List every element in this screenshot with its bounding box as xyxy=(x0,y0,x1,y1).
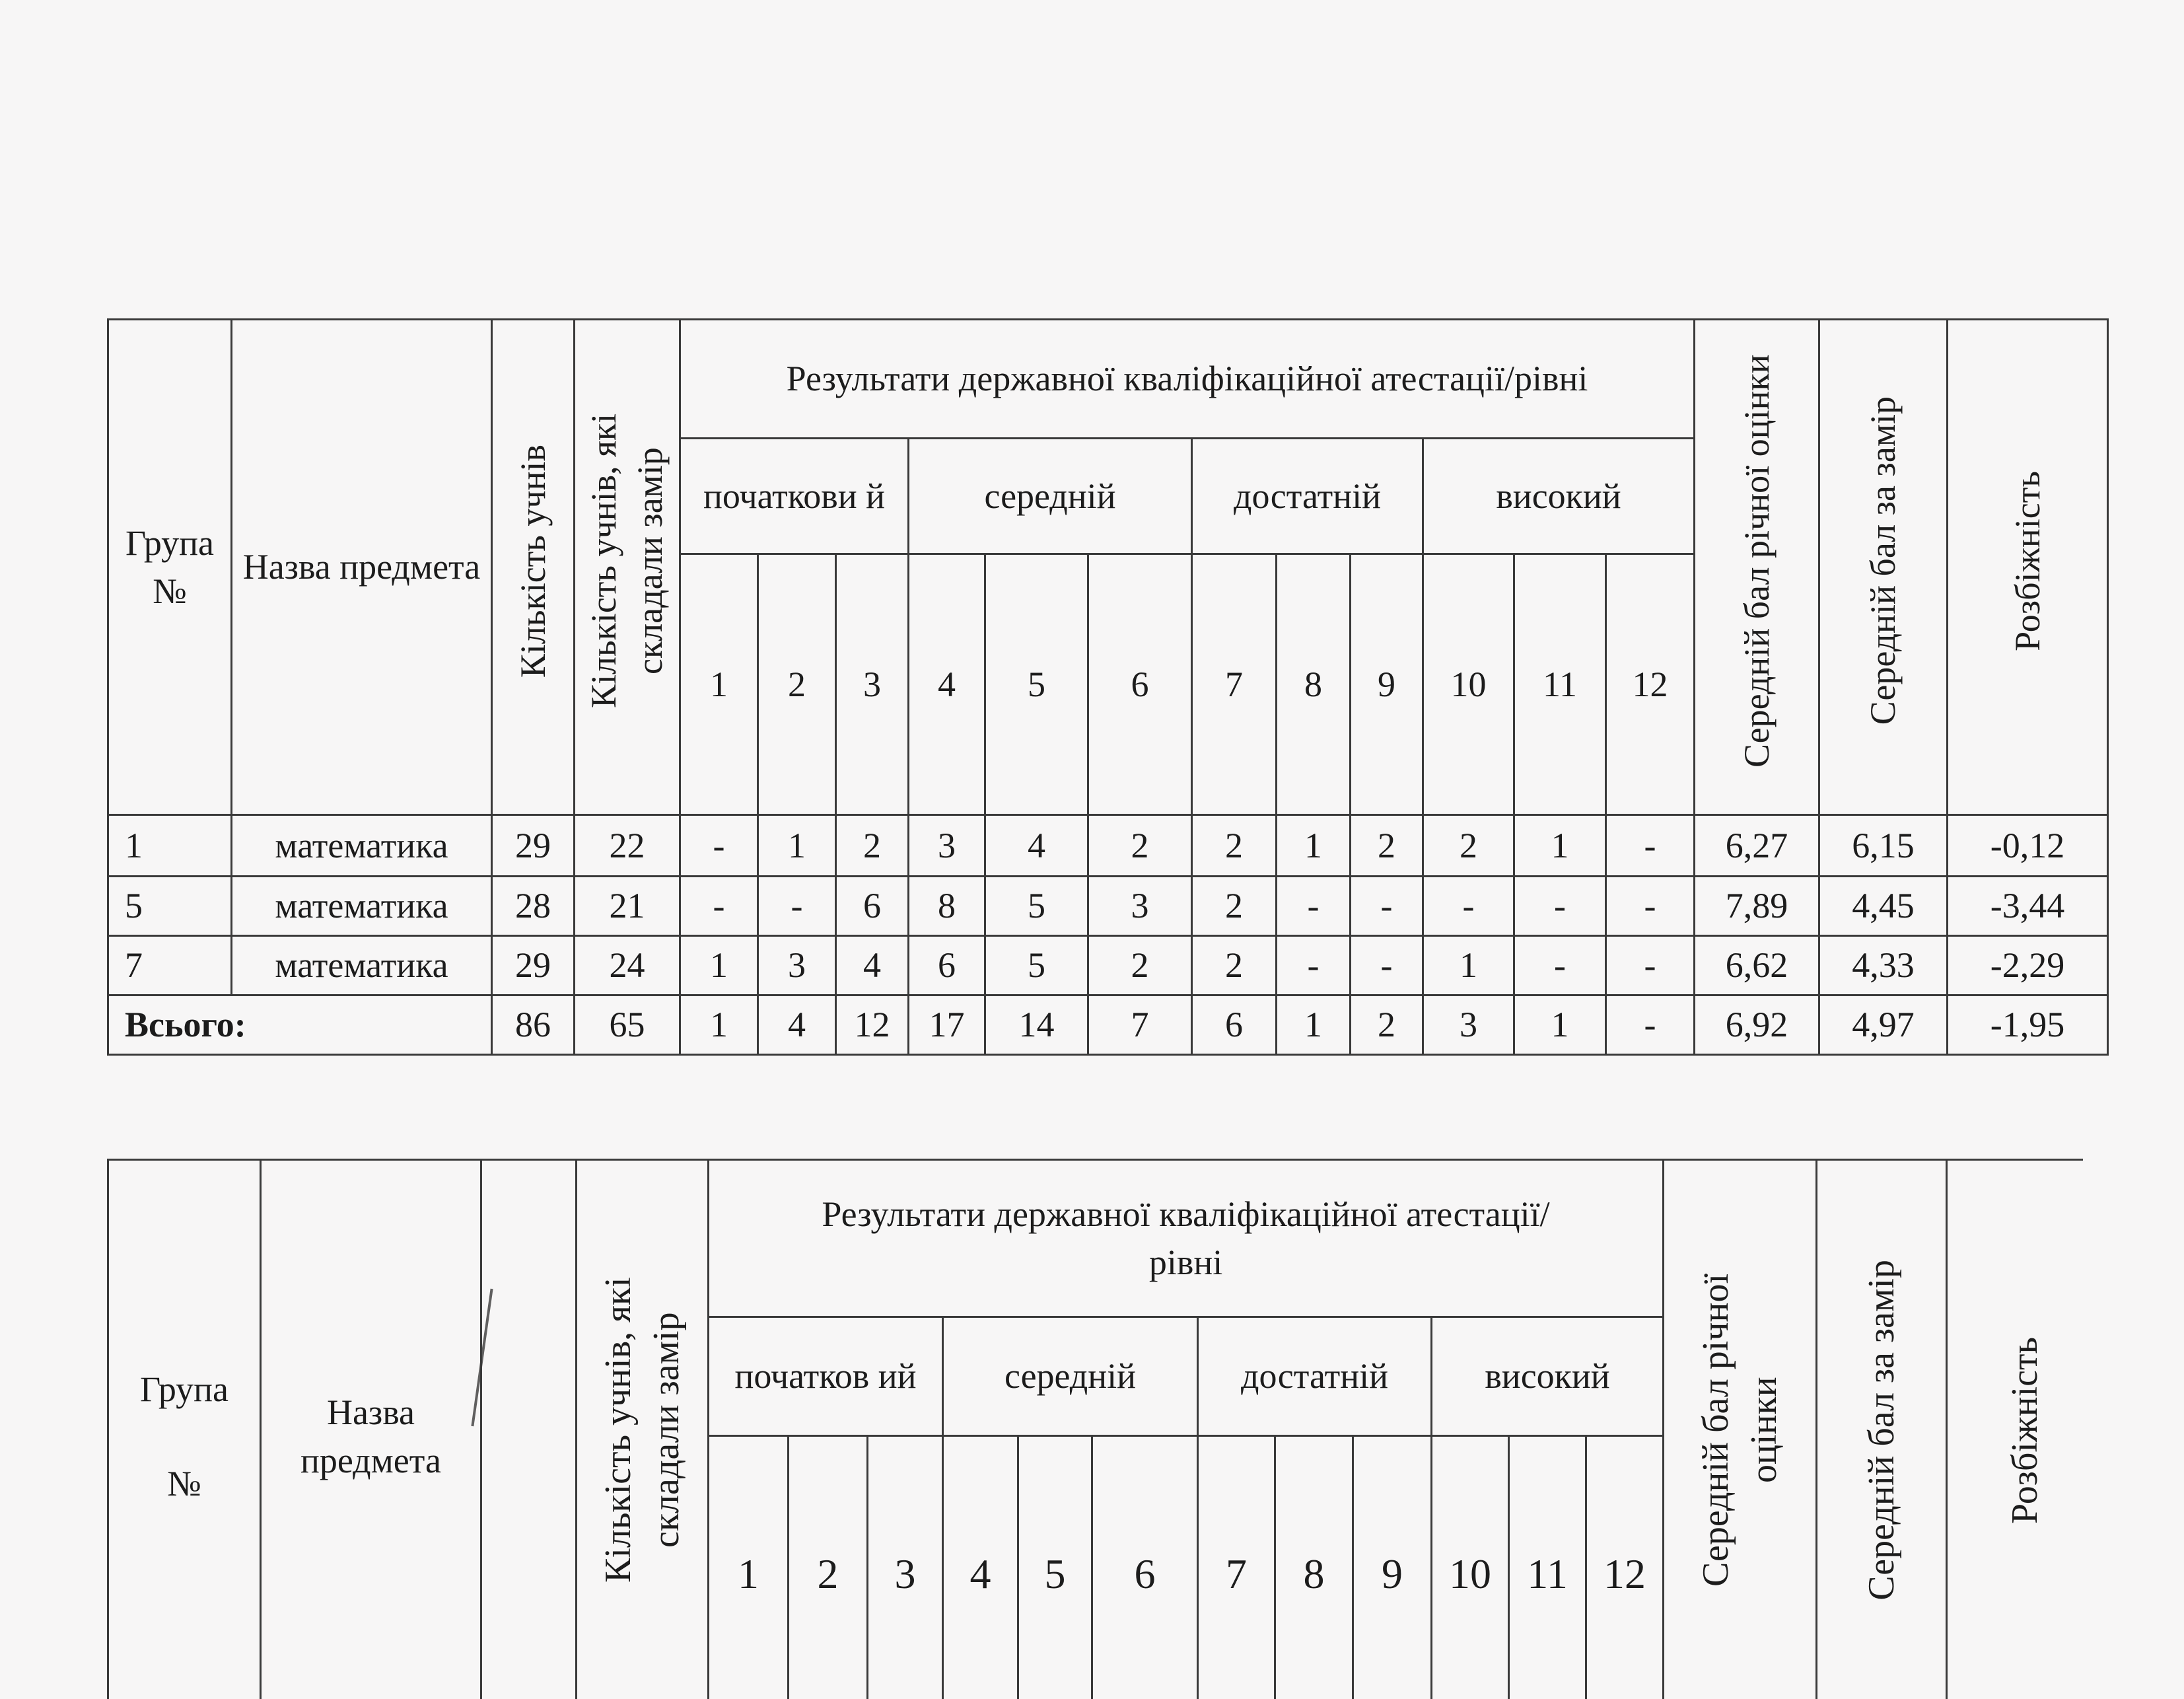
cell-took: 24 xyxy=(575,936,680,995)
header-diff-text: Розбіжність xyxy=(2004,1336,2046,1524)
cell-score: 3 xyxy=(909,815,985,877)
score-8: 8 xyxy=(1277,554,1351,815)
header-took xyxy=(577,1160,709,1699)
header-diff xyxy=(1947,1160,2083,1699)
level-sufficient: достатній xyxy=(1192,439,1423,554)
score-2: 2 xyxy=(758,554,836,815)
total-took: 65 xyxy=(575,995,680,1055)
score-7: 7 xyxy=(1192,554,1277,815)
table-row xyxy=(108,815,2108,877)
table-2-viewport xyxy=(107,1159,2083,1699)
cell-diff: -0,12 xyxy=(1948,815,2108,877)
total-score: 1 xyxy=(1514,995,1606,1055)
cell-score: - xyxy=(1277,936,1351,995)
cell-score: - xyxy=(1606,877,1695,936)
score-7: 7 xyxy=(1198,1436,1275,1699)
cell-score: - xyxy=(1606,936,1695,995)
header-took xyxy=(575,320,680,815)
header-avg-test xyxy=(1817,1160,1947,1699)
cell-score: 2 xyxy=(1192,877,1277,936)
cell-score: - xyxy=(680,815,758,877)
score-12: 12 xyxy=(1606,554,1695,815)
header-subject: Назва предмета xyxy=(261,1160,481,1699)
total-score: 14 xyxy=(985,995,1088,1055)
score-1: 1 xyxy=(680,554,758,815)
cell-diff: -2,29 xyxy=(1948,936,2108,995)
level-middle: середній xyxy=(909,439,1192,554)
total-score: 2 xyxy=(1351,995,1423,1055)
score-3: 3 xyxy=(836,554,909,815)
header-group-text: Група xyxy=(140,1369,229,1409)
cell-score: 2 xyxy=(1351,815,1423,877)
score-6: 6 xyxy=(1092,1436,1198,1699)
score-12: 12 xyxy=(1586,1436,1664,1699)
total-students: 86 xyxy=(492,995,575,1055)
score-6: 6 xyxy=(1088,554,1192,815)
cell-group: 1 xyxy=(108,815,232,877)
cell-group: 7 xyxy=(108,936,232,995)
total-row xyxy=(108,995,2108,1055)
cell-avg-test: 4,33 xyxy=(1819,936,1948,995)
cell-students: 29 xyxy=(492,936,575,995)
level-initial: початкови й xyxy=(680,439,909,554)
score-11: 11 xyxy=(1509,1436,1586,1699)
header-group-sign: № xyxy=(167,1463,201,1503)
cell-avg-year: 6,27 xyxy=(1695,815,1819,877)
cell-score: 6 xyxy=(909,936,985,995)
score-8: 8 xyxy=(1275,1436,1353,1699)
cell-score: 2 xyxy=(1192,815,1277,877)
cell-score: 2 xyxy=(836,815,909,877)
level-sufficient: достатній xyxy=(1198,1317,1432,1436)
header-group: Група № xyxy=(108,320,232,815)
cell-students: 28 xyxy=(492,877,575,936)
score-9: 9 xyxy=(1353,1436,1432,1699)
cell-score: 2 xyxy=(1088,936,1192,995)
header-avg-year-text: Середній бал річної оцінки xyxy=(1695,1274,1784,1587)
cell-took: 21 xyxy=(575,877,680,936)
total-score: 6 xyxy=(1192,995,1277,1055)
cell-score: 5 xyxy=(985,877,1088,936)
header-avg-year xyxy=(1664,1160,1817,1699)
cell-score: 5 xyxy=(985,936,1088,995)
cell-score: 2 xyxy=(1423,815,1514,877)
header-group xyxy=(108,1160,261,1699)
total-score: 12 xyxy=(836,995,909,1055)
total-score: - xyxy=(1606,995,1695,1055)
header-avg-test-text: Середній бал за замір xyxy=(1863,396,1903,725)
cell-score: 4 xyxy=(836,936,909,995)
header-avg-test-text: Середній бал за замір xyxy=(1860,1260,1902,1601)
header-blank xyxy=(481,1160,577,1699)
level-middle: середній xyxy=(943,1317,1198,1436)
cell-subject: математика xyxy=(232,936,492,995)
header-diff xyxy=(1948,320,2108,815)
header-avg-year-text: Середній бал річної оцінки xyxy=(1736,354,1777,768)
cell-score: 8 xyxy=(909,877,985,936)
header-subject: Назва предмета xyxy=(232,320,492,815)
cell-score: 1 xyxy=(758,815,836,877)
cell-group: 5 xyxy=(108,877,232,936)
total-score: 4 xyxy=(758,995,836,1055)
header-students xyxy=(492,320,575,815)
table-row xyxy=(108,877,2108,936)
score-4: 4 xyxy=(943,1436,1018,1699)
header-took-text: Кількість учнів, які складали замір xyxy=(584,413,670,709)
score-9: 9 xyxy=(1351,554,1423,815)
cell-score: - xyxy=(1277,877,1351,936)
header-diff-text: Розбіжність xyxy=(2007,470,2047,651)
score-11: 11 xyxy=(1514,554,1606,815)
total-avg-test: 4,97 xyxy=(1819,995,1948,1055)
cell-score: - xyxy=(1606,815,1695,877)
level-high: високий xyxy=(1423,439,1695,554)
cell-avg-year: 7,89 xyxy=(1695,877,1819,936)
cell-score: - xyxy=(1423,877,1514,936)
cell-score: 4 xyxy=(985,815,1088,877)
cell-score: 1 xyxy=(1514,815,1606,877)
header-took-text: Кількість учнів, які складали замір xyxy=(597,1277,687,1583)
table-row xyxy=(108,936,2108,995)
level-initial: початков ий xyxy=(709,1317,943,1436)
header-avg-year xyxy=(1695,320,1819,815)
cell-score: 1 xyxy=(680,936,758,995)
total-score: 3 xyxy=(1423,995,1514,1055)
cell-avg-test: 4,45 xyxy=(1819,877,1948,936)
cell-diff: -3,44 xyxy=(1948,877,2108,936)
cell-score: - xyxy=(1351,936,1423,995)
cell-subject: математика xyxy=(232,815,492,877)
cell-score: - xyxy=(1514,877,1606,936)
cell-score: - xyxy=(758,877,836,936)
cell-score: - xyxy=(1514,936,1606,995)
cell-score: 2 xyxy=(1088,815,1192,877)
header-results: Результати державної кваліфікаційної атестації/рівні xyxy=(709,1160,1664,1317)
cell-score: - xyxy=(680,877,758,936)
score-2: 2 xyxy=(789,1436,868,1699)
total-label: Всього: xyxy=(108,995,492,1055)
cell-avg-year: 6,62 xyxy=(1695,936,1819,995)
cell-subject: математика xyxy=(232,877,492,936)
score-1: 1 xyxy=(709,1436,789,1699)
cell-score: 3 xyxy=(1088,877,1192,936)
cell-students: 29 xyxy=(492,815,575,877)
score-10: 10 xyxy=(1432,1436,1509,1699)
score-3: 3 xyxy=(868,1436,943,1699)
cell-score: 3 xyxy=(758,936,836,995)
total-score: 17 xyxy=(909,995,985,1055)
total-score: 1 xyxy=(1277,995,1351,1055)
total-avg-year: 6,92 xyxy=(1695,995,1819,1055)
score-5: 5 xyxy=(985,554,1088,815)
total-score: 7 xyxy=(1088,995,1192,1055)
cell-score: 1 xyxy=(1277,815,1351,877)
score-10: 10 xyxy=(1423,554,1514,815)
cell-score: 6 xyxy=(836,877,909,936)
results-table-2 xyxy=(107,1159,2083,1699)
score-5: 5 xyxy=(1018,1436,1092,1699)
header-avg-test xyxy=(1819,320,1948,815)
cell-score: 1 xyxy=(1423,936,1514,995)
level-high: високий xyxy=(1432,1317,1664,1436)
cell-score: - xyxy=(1351,877,1423,936)
results-table-1 xyxy=(107,318,2109,1056)
total-diff: -1,95 xyxy=(1948,995,2108,1055)
cell-score: 2 xyxy=(1192,936,1277,995)
header-results: Результати державної кваліфікаційної атестації/рівні xyxy=(680,320,1695,439)
cell-avg-test: 6,15 xyxy=(1819,815,1948,877)
score-4: 4 xyxy=(909,554,985,815)
header-students-text: Кількість учнів xyxy=(512,444,553,678)
cell-took: 22 xyxy=(575,815,680,877)
total-score: 1 xyxy=(680,995,758,1055)
